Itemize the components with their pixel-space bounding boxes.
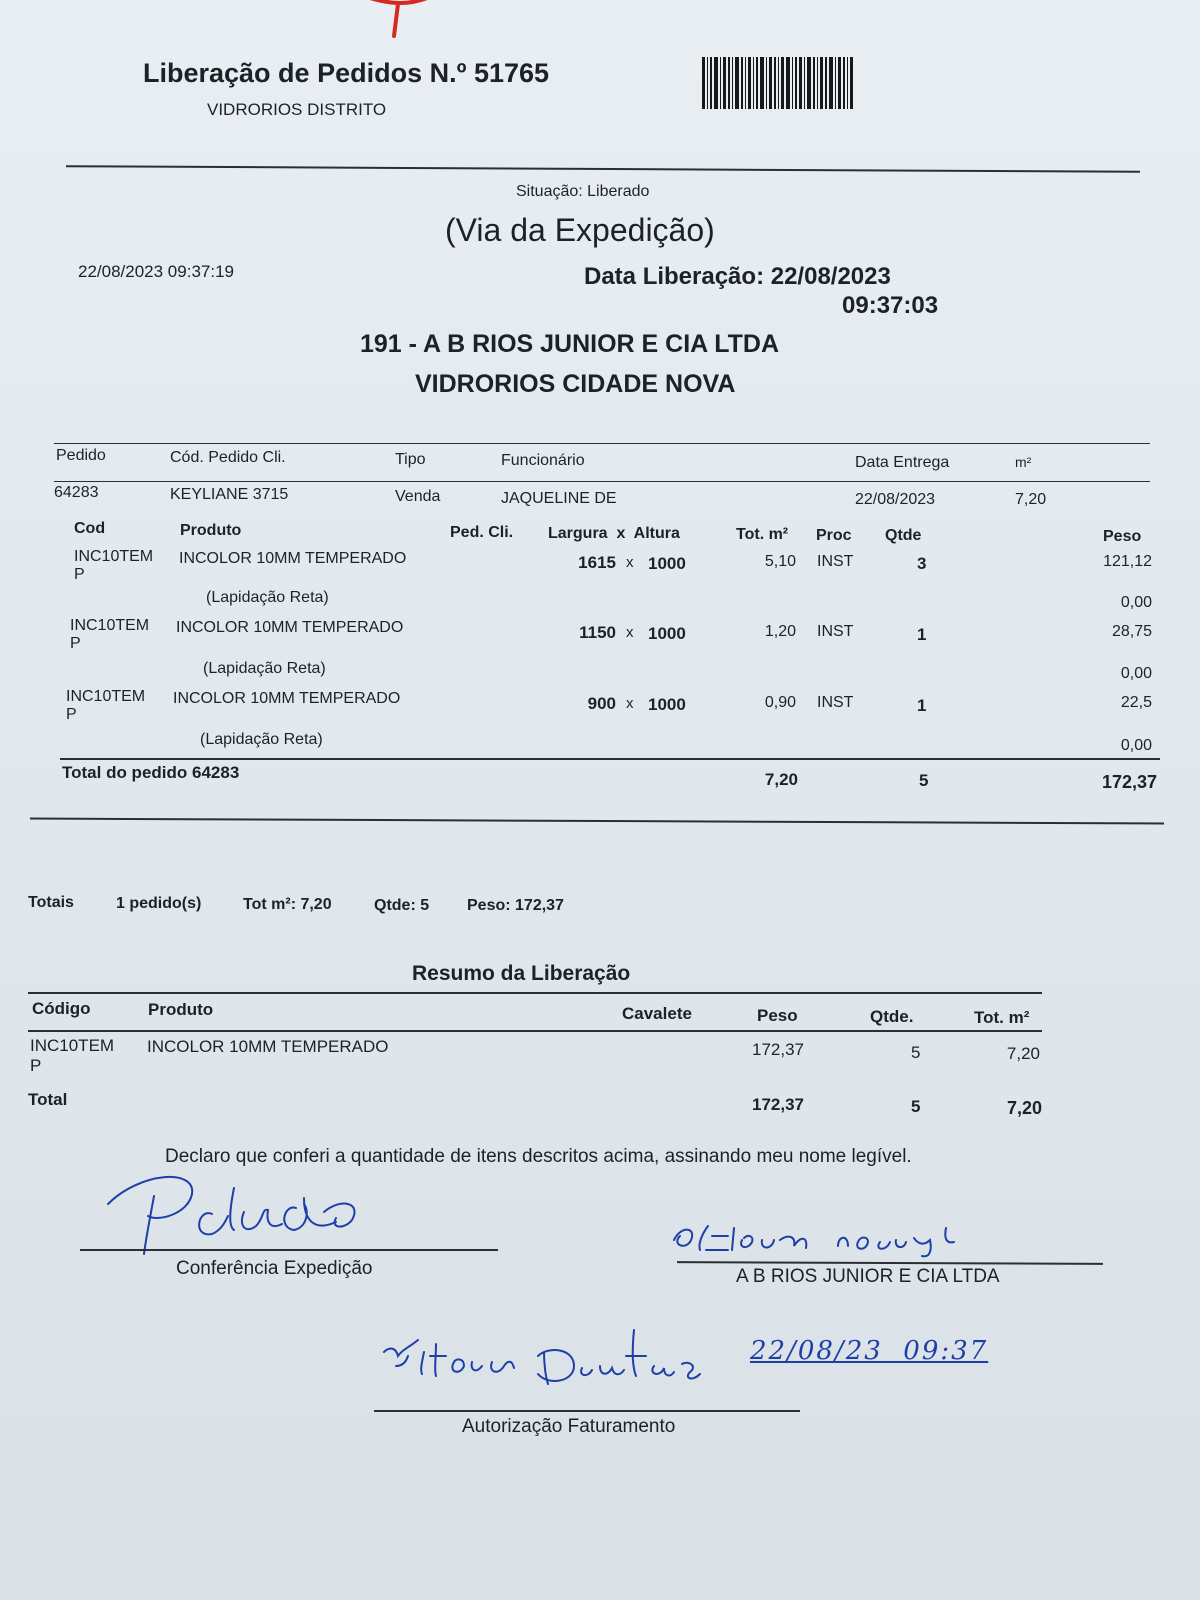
totals-label: Totais xyxy=(28,894,74,911)
copy-label: (Via da Expedição) xyxy=(445,212,715,248)
col-cod-pedido-cli: Cód. Pedido Cli. xyxy=(170,449,286,466)
items-col-cod: Cod xyxy=(74,520,106,537)
signature-billing xyxy=(378,1326,718,1406)
item-peso: 28,75 xyxy=(1111,623,1152,640)
item-tot-m2: 5,10 xyxy=(764,553,796,570)
summary-col-peso: Peso xyxy=(757,1006,798,1025)
summary-peso: 172,37 xyxy=(752,1040,804,1059)
item-tot-m2: 0,90 xyxy=(764,694,796,711)
item-peso: 22,5 xyxy=(1120,694,1152,711)
item-cod-cont: P xyxy=(70,635,81,652)
summary-header-rule xyxy=(28,1030,1042,1032)
red-marker-mark xyxy=(360,0,450,50)
item-qtde: 3 xyxy=(917,554,927,573)
item-qtde: 1 xyxy=(917,625,927,644)
item-cod: INC10TEM xyxy=(74,548,154,565)
declaration-text: Declaro que conferi a quantidade de itens descritos acima, assinando meu nome legível. xyxy=(165,1146,912,1167)
items-col-produto: Produto xyxy=(180,522,242,539)
item-proc: INST xyxy=(817,623,854,640)
item-altura: 1000 xyxy=(648,554,686,573)
totals-peso: Peso: 172,37 xyxy=(467,897,564,914)
items-col-ped-cli: Ped. Cli. xyxy=(450,524,514,541)
item-tot-m2: 1,20 xyxy=(764,623,796,640)
item-largura: 900 xyxy=(587,694,616,713)
signature-line-bottom xyxy=(374,1410,800,1412)
header-divider xyxy=(66,165,1140,173)
signature-label-left: Conferência Expedição xyxy=(176,1258,373,1279)
signature-label-right: A B RIOS JUNIOR E CIA LTDA xyxy=(736,1266,1000,1287)
item-largura: 1150 xyxy=(579,623,616,642)
summary-codigo: INC10TEM xyxy=(30,1036,115,1055)
order-total-peso: 172,37 xyxy=(1101,772,1157,792)
signature-line-left xyxy=(80,1249,498,1251)
item-cod: INC10TEM xyxy=(70,617,150,634)
order-pedido: 64283 xyxy=(54,484,99,501)
summary-col-qtde: Qtde. xyxy=(870,1007,914,1026)
col-tipo: Tipo xyxy=(395,451,426,468)
summary-total-tot-m2: 7,20 xyxy=(1006,1098,1042,1118)
summary-col-produto: Produto xyxy=(148,1000,214,1019)
item-produto: INCOLOR 10MM TEMPERADO xyxy=(176,619,404,636)
totals-tot-m2: Tot m²: 7,20 xyxy=(243,896,332,913)
summary-col-codigo: Código xyxy=(32,999,91,1018)
items-col-proc: Proc xyxy=(816,527,852,544)
item-x: x xyxy=(626,554,634,571)
client-branch: VIDRORIOS CIDADE NOVA xyxy=(415,370,736,398)
item-altura: 1000 xyxy=(648,695,686,714)
col-data-entrega: Data Entrega xyxy=(855,454,950,471)
print-datetime: 22/08/2023 09:37:19 xyxy=(78,262,234,281)
order-total-qtde: 5 xyxy=(919,771,929,790)
summary-qtde: 5 xyxy=(911,1043,921,1062)
col-m2: m² xyxy=(1015,454,1032,470)
summary-tot-m2: 7,20 xyxy=(1006,1044,1040,1063)
summary-total-qtde: 5 xyxy=(911,1097,921,1116)
summary-produto: INCOLOR 10MM TEMPERADO xyxy=(147,1037,389,1056)
order-total-rule xyxy=(60,758,1160,760)
summary-codigo-cont: P xyxy=(30,1056,42,1075)
order-cod-cli: KEYLIANE 3715 xyxy=(170,486,289,503)
status-label: Situação: Liberado xyxy=(516,183,650,200)
item-qtde: 1 xyxy=(917,696,927,715)
release-time: 09:37:03 xyxy=(842,292,939,319)
signature-expedition xyxy=(100,1168,370,1258)
item-cod-cont: P xyxy=(74,566,85,583)
order-top-rule xyxy=(54,443,1150,444)
item-sub: (Lapidação Reta) xyxy=(200,731,323,748)
handwritten-date: 22/08/23 09:37 xyxy=(750,1336,989,1366)
summary-top-rule xyxy=(28,992,1042,994)
item-cod-cont: P xyxy=(66,706,77,723)
item-altura: 1000 xyxy=(648,624,686,643)
item-produto: INCOLOR 10MM TEMPERADO xyxy=(173,690,401,707)
item-proc: INST xyxy=(817,694,854,711)
col-funcionario: Funcionário xyxy=(501,452,585,469)
item-sub-peso: 0,00 xyxy=(1120,737,1152,754)
item-sub: (Lapidação Reta) xyxy=(203,660,326,677)
summary-col-cavalete: Cavalete xyxy=(622,1004,692,1023)
summary-title: Resumo da Liberação xyxy=(412,962,631,985)
col-pedido: Pedido xyxy=(56,447,106,464)
items-col-tot-m2: Tot. m² xyxy=(736,526,789,543)
order-data-entrega: 22/08/2023 xyxy=(855,491,936,508)
barcode xyxy=(702,57,890,109)
order-header-rule xyxy=(54,481,1150,482)
items-col-qtde: Qtde xyxy=(885,527,922,544)
company-name: VIDRORIOS DISTRITO xyxy=(207,100,387,119)
order-m2: 7,20 xyxy=(1015,491,1047,508)
order-total-label: Total do pedido 64283 xyxy=(62,763,240,782)
item-largura: 1615 xyxy=(578,553,616,572)
totals-pedidos: 1 pedido(s) xyxy=(116,895,202,912)
order-tipo: Venda xyxy=(395,488,441,505)
items-col-peso: Peso xyxy=(1103,528,1142,545)
item-sub-peso: 0,00 xyxy=(1120,665,1152,682)
item-sub: (Lapidação Reta) xyxy=(206,589,329,606)
order-total-m2: 7,20 xyxy=(764,770,798,789)
signature-client xyxy=(668,1214,988,1260)
item-peso: 121,12 xyxy=(1103,553,1152,570)
signature-label-bottom: Autorização Faturamento xyxy=(462,1416,676,1437)
release-date: Data Liberação: 22/08/2023 xyxy=(584,263,891,290)
item-cod: INC10TEM xyxy=(66,688,146,705)
document-title: Liberação de Pedidos N.º 51765 xyxy=(143,58,550,88)
item-sub-peso: 0,00 xyxy=(1120,594,1152,611)
order-end-rule xyxy=(30,818,1164,825)
summary-total-peso: 172,37 xyxy=(752,1095,804,1114)
items-col-dims: Largura x Altura xyxy=(548,525,680,542)
item-x: x xyxy=(626,624,634,641)
summary-total-label: Total xyxy=(28,1090,68,1109)
item-proc: INST xyxy=(817,553,854,570)
client-name: 191 - A B RIOS JUNIOR E CIA LTDA xyxy=(360,330,780,358)
totals-qtde: Qtde: 5 xyxy=(374,897,430,914)
item-x: x xyxy=(626,695,634,712)
signature-line-right xyxy=(677,1261,1103,1265)
summary-col-tot-m2: Tot. m² xyxy=(974,1008,1030,1027)
item-produto: INCOLOR 10MM TEMPERADO xyxy=(179,550,407,567)
order-funcionario: JAQUELINE DE xyxy=(501,490,617,507)
